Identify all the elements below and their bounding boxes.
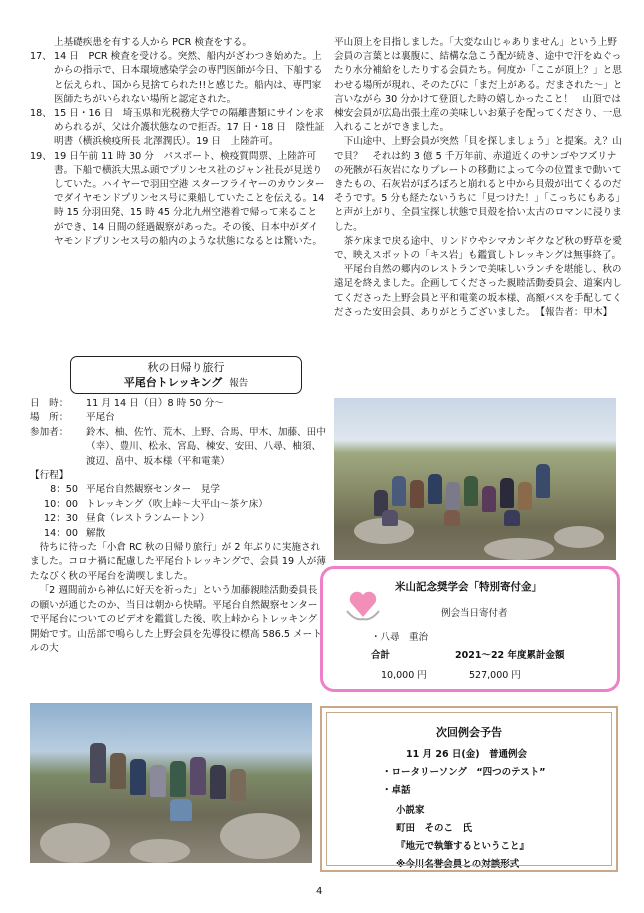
talk-topic: 『地元で執筆するということ』 xyxy=(396,841,530,852)
reporter: 【報告者：甲木】 xyxy=(540,306,613,318)
report-paragraph: 茶ケ床まで戻る途中、リンドウやシマカンギクなど秋の野草を愛で、映えスポットの「キス岩」も鑑賞しトレッキングは無事終了。 xyxy=(334,235,622,262)
itinerary-desc: 昼食（レストランムートン） xyxy=(86,513,210,525)
itinerary-heading: 【行程】 xyxy=(30,470,69,482)
report-paragraph xyxy=(334,263,624,320)
itinerary-row xyxy=(30,483,326,497)
list-item xyxy=(30,50,326,107)
itinerary-time: 12：30 xyxy=(43,513,78,525)
report-paragraph: 待ちに待った「小倉 RC 秋の日帰り旅行」が 2 年ぶりに実施されました。コロナ禍に配慮した平尾台トレッキングで、会員 19 人が薄たなびく秋の平尾台を満喫しました。 xyxy=(30,542,326,582)
group-photo-plateau xyxy=(334,398,616,560)
speaker-role: 小説家 xyxy=(396,805,425,816)
report-title-box xyxy=(70,356,302,394)
info-value: 11 月 14 日（日）8 時 50 分～ xyxy=(86,398,224,409)
group-photo-rocks xyxy=(30,703,312,863)
item-number: 19、 xyxy=(30,150,52,162)
report-paragraph: 下山途中、上野会員が突然「貝を探しましょう」と提案。え？山で貝？ それは約 3 億 5 千万年前、赤道近くのサンゴやフズリナの死骸が石灰岩になりプレートの移動によって今の位置まで動いてきたもの、石灰岩がぼろぼろと崩れると中から貝殻が出てくるのだそうです。5 分も経たないうちに「見つけた！」「こっちにもある」と声が上がり、全員宝探し状態で貝殻を拾い太古のロマンに浸りました。 xyxy=(334,136,622,233)
right-column xyxy=(334,36,624,320)
itinerary-time: 14：00 xyxy=(43,527,78,539)
info-value: 平尾台 xyxy=(86,412,115,424)
itinerary-row xyxy=(30,498,326,512)
total-amount: 10,000 円 xyxy=(381,670,427,681)
info-value: 鈴木、柚、佐竹、荒木、上野、合馬、甲木、加藤、田中（幸）、豊川、松永、宮島、棟安、安田、八尋、柚須、渡辺、畠中、坂本様（平和電業） xyxy=(86,426,326,467)
item-text: 14 日 PCR 検査を受ける。突然、船内がざわつき始めた。上からの指示で、日本環境感染学会の専門医師が今日、下船すると伝えられ、国から見捨てられた!!と感じた。船内は、専門家医師たちがいられない場所と認定された。 xyxy=(54,51,323,105)
itinerary-desc: トレッキング（吹上峠～大平山～茶ケ床） xyxy=(86,498,268,510)
report-paragraph: 「2 週間前から神仏に好天を祈った」という加藤親睦活動委員長の願いが通じたのか、当日は朝から快晴。平尾台自然観察センターで平尾台についてのビデオを鑑賞した後、吹上峠からトレッキング開始です。山岳部で鳴らした上野会員を先導役に標高 586.5 メートルの大 xyxy=(30,585,322,654)
total-header: 合計 xyxy=(371,650,391,661)
donation-subtitle: 例会当日寄付者 xyxy=(441,608,508,619)
itinerary-time: 8：50 xyxy=(50,484,78,496)
intro-line: 上基礎疾患を有する人から PCR 検査をする。 xyxy=(54,37,252,48)
info-label: 参加者： xyxy=(30,426,69,438)
closing-text: 平尾台自然の郷内のレストランで美味しいランチを堪能し、秋の遠足を終えました。企画してくださった親睦活動委員会、道案内してくださった上野会員と平和電業の坂本様、高額バスを手配してくださった安田会員、ありがとうございました。 xyxy=(334,264,622,318)
cumulative-amount: 527,000 円 xyxy=(469,670,521,681)
item-text: 15 日・16 日 埼玉県和光税務大学での隔離書類にサインを求められるが、父は介護状態なので拒否。17 日・18 日 陰性証明書（横浜検疫所長 北澤潤氏）。19 日 上陸許可。 xyxy=(54,108,325,148)
report-paragraph: 平山頂上を目指しました。「大変な山じゃありません」という上野会員の言葉とは裏腹に、結構な急こう配が続き、途中で汗をぬぐったり水分補給をしたりする会員たち。何度か「ここが頂上？」と思わせる場所が現れ、そのたびに「まだ上がある。だまされた～」と言いながら 30 分かけて登頂した時の嬉しかったこと！ 山頂では棟安会員が広島出張土産の美味しいお菓子を配ってくださり、一息入れることができました。 xyxy=(334,37,623,134)
left-column xyxy=(30,36,326,249)
item-number: 17、 xyxy=(30,51,52,63)
meeting-song: ・ロータリーソング “四つのテスト” xyxy=(382,767,546,778)
report-info xyxy=(30,397,326,656)
heart-hands-icon xyxy=(345,587,381,621)
info-label: 日 時： xyxy=(30,398,69,409)
report-title: 秋の日帰り旅行 xyxy=(147,361,225,374)
item-text: 19 日午前 11 時 30 分 パスポート、検疫質問票、上陸許可書。下船で横浜大黒ふ頭でプリンセス社のジャン社長が見送りしていた。ハイヤーで羽田空港 スターフライヤーのカウンターでダイヤモンドプリンセス号に乗船していたことを伝える。14 時 15 分羽田発、15 時 45 分北九州空港着で帰って来ることができ、14 日間の経過観察があった。その後、日本中がダイヤモンドプリンセス号の船内のような状態になるとは驚いた。 xyxy=(54,150,325,247)
meeting-talk: ・卓話 xyxy=(382,785,411,796)
donation-box xyxy=(320,566,620,692)
info-label: 場 所： xyxy=(30,412,69,424)
itinerary-row xyxy=(30,512,326,526)
list-item xyxy=(30,107,326,150)
item-number: 18、 xyxy=(30,108,52,120)
next-meeting-box xyxy=(320,706,618,872)
speaker-name: 町田 そのこ 氏 xyxy=(396,823,473,834)
itinerary-desc: 解散 xyxy=(86,527,106,539)
info-row xyxy=(30,397,326,411)
page-number: 4 xyxy=(316,886,323,897)
meeting-date: 11 月 26 日(金) 普通例会 xyxy=(406,749,528,760)
list-item xyxy=(30,150,326,249)
donor-name: ・八尋 重治 xyxy=(371,632,429,643)
report-tag: 報告 xyxy=(229,378,249,389)
next-meeting-title: 次回例会予告 xyxy=(436,726,502,739)
cumulative-header: 2021～22 年度累計金額 xyxy=(455,650,565,661)
donation-title: 米山記念奨学会「特別寄付金」 xyxy=(395,581,542,593)
talk-note: ※今川名誉会員との対談形式 xyxy=(396,859,520,870)
itinerary-time: 10：00 xyxy=(43,498,78,510)
itinerary-row xyxy=(30,527,326,541)
info-row xyxy=(30,426,326,469)
report-subtitle: 平尾台トレッキング xyxy=(123,376,223,389)
itinerary-desc: 平尾台自然観察センター 見学 xyxy=(86,484,220,496)
info-row xyxy=(30,411,326,425)
